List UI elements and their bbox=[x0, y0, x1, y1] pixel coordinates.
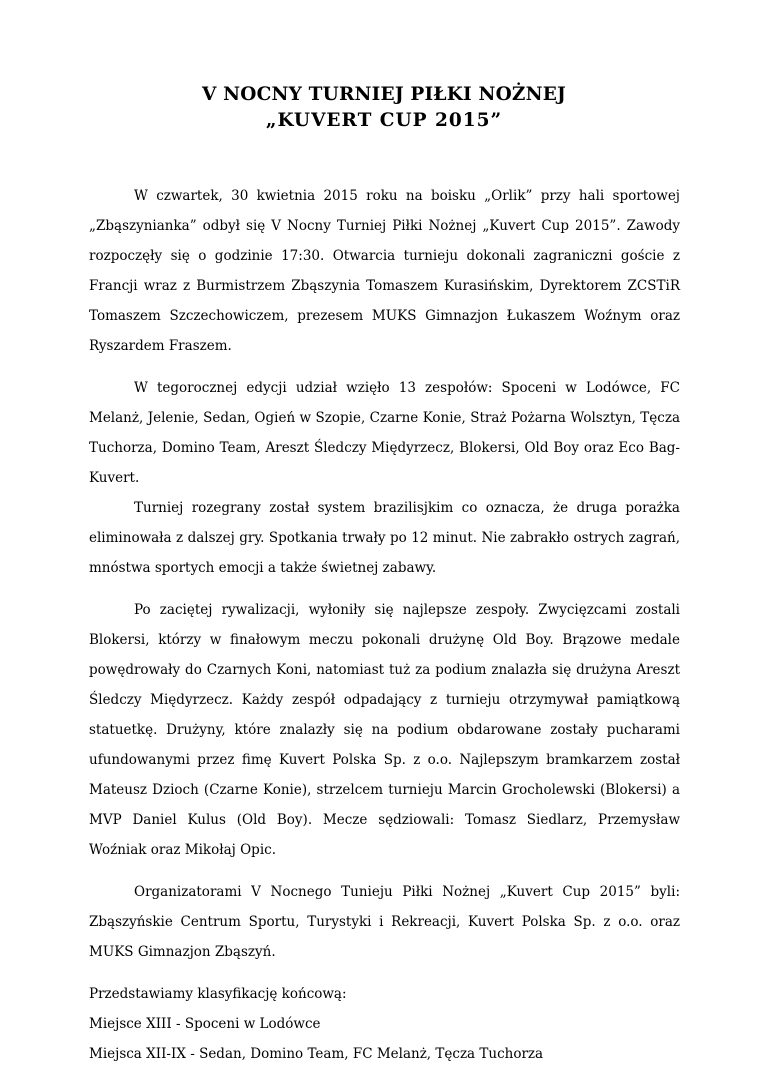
classification-intro: Przedstawiamy klasyfikację końcową: bbox=[89, 986, 347, 1002]
paragraph-organizers: Organizatorami V Nocnego Tunieju Piłki Nożnej „Kuvert Cup 2015” byli: Zbąszyńskie Centrum Sportu, Turystyki i Rekreacji, Kuvert Polska Sp. z o.o. oraz MUKS Gimnazjon Zbąszyń. bbox=[89, 884, 680, 960]
document-subtitle: „KUVERT CUP 2015” bbox=[265, 110, 503, 131]
paragraph-opening: W czwartek, 30 kwietnia 2015 roku na boisku „Orlik” przy hali sportowej „Zbąszynianka” odbył się V Nocny Turniej Piłki Nożnej „Kuvert Cup 2015”. Zawody rozpoczęły się o godzinie 17:30. Otwarcia turnieju dokonali zagraniczni goście z Francji wraz z Burmistrzem Zbąszynia Tomaszem Kurasińskim, Dyrektorem ZCSTiR Tomaszem Szczechowiczem, prezesem MUKS Gimnazjon Łukaszem Woźnym oraz Ryszardem Fraszem. bbox=[89, 188, 680, 354]
document-body bbox=[89, 181, 680, 1069]
classification-item: Miejsce XIII - Spoceni w Lodówce bbox=[89, 1016, 321, 1032]
paragraph-results: Po zaciętej rywalizacji, wyłoniły się najlepsze zespoły. Zwycięzcami zostali Blokersi, którzy w finałowym meczu pokonali drużynę Old Boy. Brązowe medale powędrowały do Czarnych Koni, natomiast tuż za podium znalazła się drużyna Areszt Śledczy Międyrzecz. Każdy zespół odpadający z turnieju otrzymywał pamiątkową statuetkę. Drużyny, które znalazły się na podium obdarowane zostały pucharami ufundowanymi przez fimę Kuvert Polska Sp. z o.o. Najlepszym bramkarzem został Mateusz Dzioch (Czarne Konie), strzelcem turnieju Marcin Grocholewski (Blokersi) a MVP Daniel Kulus (Old Boy). Mecze sędziowali: Tomasz Siedlarz, Przemysław Woźniak oraz Mikołaj Opic. bbox=[89, 602, 680, 858]
classification-item: Miejsca XII-IX - Sedan, Domino Team, FC Melanż, Tęcza Tuchorza bbox=[89, 1046, 544, 1062]
paragraph-teams: W tegorocznej edycji udział wzięło 13 zespołów: Spoceni w Lodówce, FC Melanż, Jelenie, Sedan, Ogień w Szopie, Czarne Konie, Straż Pożarna Wolsztyn, Tęcza Tuchorza, Domino Team, Areszt Śledczy Międyrzecz, Blokersi, Old Boy oraz Eco Bag-Kuvert. bbox=[89, 380, 680, 486]
document-title: V NOCNY TURNIEJ PIŁKI NOŻNEJ bbox=[201, 84, 566, 105]
paragraph-format: Turniej rozegrany został system brazilisjkim co oznacza, że druga porażka eliminowała z dalszej gry. Spotkania trwały po 12 minut. Nie zabrakło ostrych zagrań, mnóstwa sportych emocji a także świetnej zabawy. bbox=[89, 500, 680, 576]
classification-list bbox=[89, 1009, 680, 1069]
